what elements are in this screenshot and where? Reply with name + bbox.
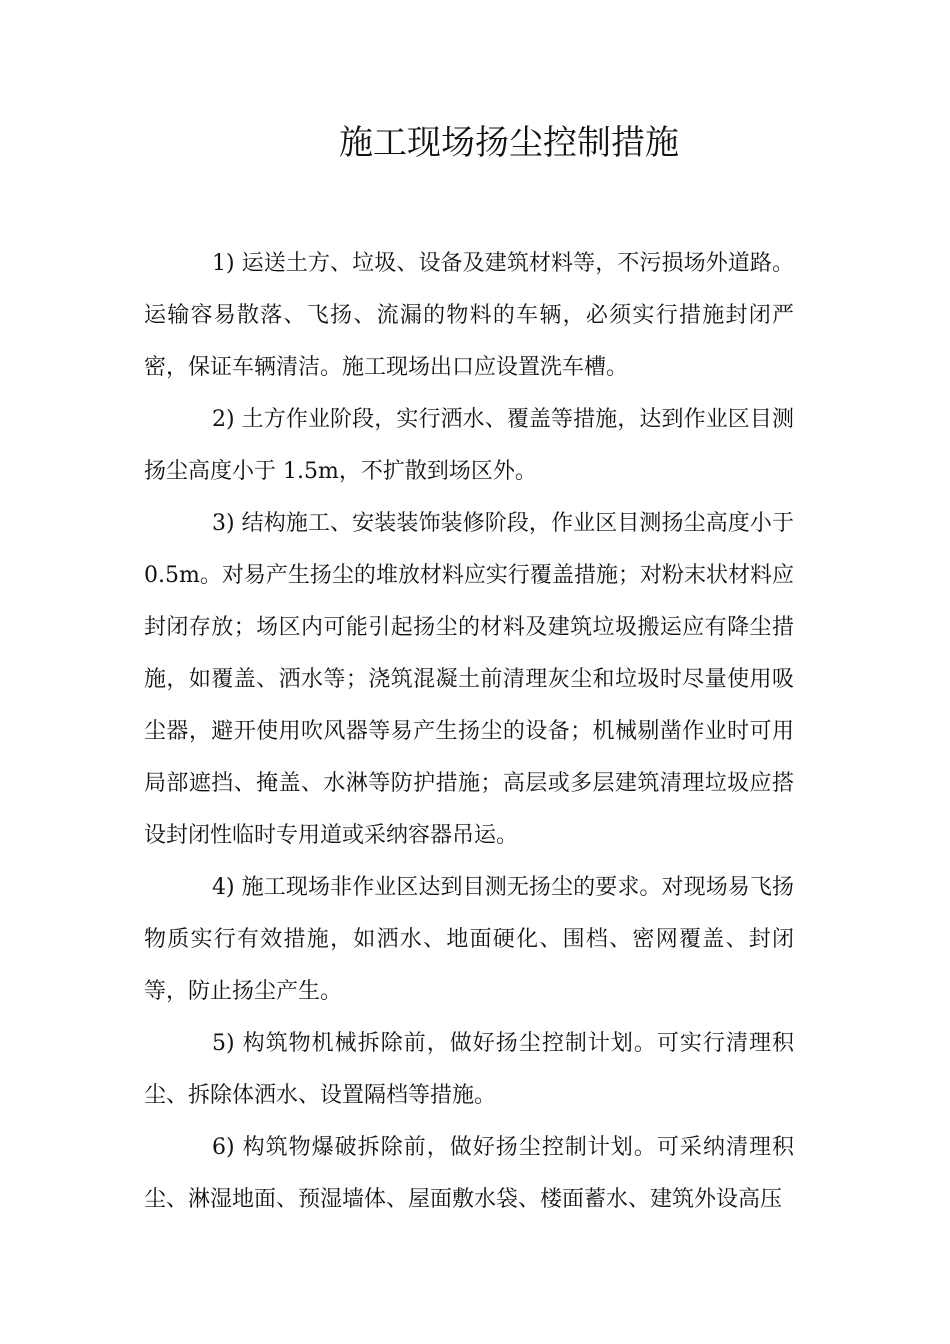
document-body xyxy=(144,238,794,1226)
paragraph-5: 5) 构筑物机械拆除前，做好扬尘控制计划。可实行清理积尘、拆除体洒水、设置隔档等措施。 xyxy=(144,1031,794,1108)
paragraph-2: 2) 土方作业阶段，实行洒水、覆盖等措施，达到作业区目测扬尘高度小于 1.5m，不扩散到场区外。 xyxy=(144,407,794,484)
paragraph-4: 4) 施工现场非作业区达到目测无扬尘的要求。对现场易飞扬物质实行有效措施，如洒水、地面硬化、围档、密网覆盖、封闭等，防止扬尘产生。 xyxy=(144,875,794,1004)
document-title: 施工现场扬尘控制措施 xyxy=(339,123,679,163)
paragraph-1: 1) 运送土方、垃圾、设备及建筑材料等，不污损场外道路。运输容易散落、飞扬、流漏的物料的车辆，必须实行措施封闭严密，保证车辆清洁。施工现场出口应设置洗车槽。 xyxy=(144,251,794,380)
paragraph-3: 3) 结构施工、安装装饰装修阶段，作业区目测扬尘高度小于 0.5m。对易产生扬尘的堆放材料应实行覆盖措施；对粉末状材料应封闭存放；场区内可能引起扬尘的材料及建筑垃圾搬运应有降尘措施，如覆盖、洒水等；浇筑混凝土前清理灰尘和垃圾时尽量使用吸尘器，避开使用吹风器等易产生扬尘的设备；机械剔凿作业时可用局部遮挡、掩盖、水淋等防护措施；高层或多层建筑清理垃圾应搭设封闭性临时专用道或采纳容器吊运。 xyxy=(144,511,794,848)
paragraph-6: 6) 构筑物爆破拆除前，做好扬尘控制计划。可采纳清理积尘、淋湿地面、预湿墙体、屋面敷水袋、楼面蓄水、建筑外设高压 xyxy=(144,1135,794,1212)
